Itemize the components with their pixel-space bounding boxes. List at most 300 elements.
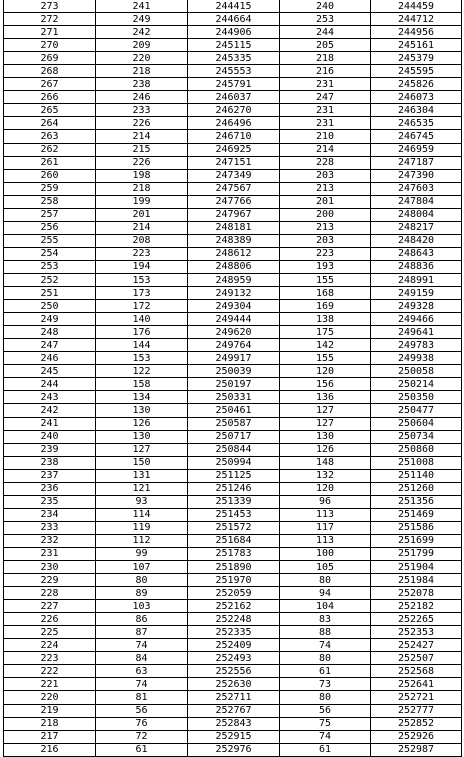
table-row — [4, 639, 462, 652]
table-row — [4, 495, 462, 508]
count-b-cell: 120 — [280, 365, 371, 378]
score-cell: 217 — [4, 730, 96, 743]
cumulative-b-cell: 251356 — [371, 495, 462, 508]
cumulative-b-cell: 252265 — [371, 613, 462, 626]
score-cell: 230 — [4, 561, 96, 574]
count-a-cell: 218 — [96, 182, 188, 195]
cumulative-b-cell: 249328 — [371, 300, 462, 313]
table-row — [4, 691, 462, 704]
count-b-cell: 113 — [280, 534, 371, 547]
score-cell: 251 — [4, 287, 96, 300]
count-a-cell: 246 — [96, 91, 188, 104]
table-row — [4, 678, 462, 691]
cumulative-a-cell: 247349 — [188, 169, 280, 182]
table-row — [4, 65, 462, 78]
count-a-cell: 218 — [96, 65, 188, 78]
cumulative-a-cell: 249764 — [188, 339, 280, 352]
score-cell: 262 — [4, 143, 96, 156]
score-cell: 267 — [4, 78, 96, 91]
count-b-cell: 213 — [280, 221, 371, 234]
cumulative-b-cell: 245379 — [371, 52, 462, 65]
cumulative-a-cell: 250844 — [188, 443, 280, 456]
count-a-cell: 86 — [96, 613, 188, 626]
count-b-cell: 216 — [280, 65, 371, 78]
cumulative-a-cell: 247967 — [188, 208, 280, 221]
cumulative-a-cell: 245791 — [188, 78, 280, 91]
cumulative-b-cell: 247603 — [371, 182, 462, 195]
table-row — [4, 730, 462, 743]
count-b-cell: 244 — [280, 26, 371, 39]
count-a-cell: 238 — [96, 78, 188, 91]
cumulative-b-cell: 250604 — [371, 417, 462, 430]
cumulative-a-cell: 248959 — [188, 273, 280, 286]
count-a-cell: 99 — [96, 547, 188, 560]
cumulative-b-cell: 251799 — [371, 547, 462, 560]
cumulative-b-cell: 245161 — [371, 39, 462, 52]
table-row — [4, 743, 462, 756]
table-row — [4, 104, 462, 117]
count-a-cell: 84 — [96, 652, 188, 665]
cumulative-b-cell: 252721 — [371, 691, 462, 704]
table-row — [4, 91, 462, 104]
count-b-cell: 247 — [280, 91, 371, 104]
cumulative-a-cell: 250717 — [188, 430, 280, 443]
count-a-cell: 87 — [96, 626, 188, 639]
score-cell: 222 — [4, 665, 96, 678]
cumulative-a-cell: 246037 — [188, 91, 280, 104]
score-cell: 225 — [4, 626, 96, 639]
cumulative-b-cell: 246073 — [371, 91, 462, 104]
count-b-cell: 205 — [280, 39, 371, 52]
count-a-cell: 226 — [96, 156, 188, 169]
count-b-cell: 132 — [280, 469, 371, 482]
table-row — [4, 430, 462, 443]
cumulative-a-cell: 251339 — [188, 495, 280, 508]
count-b-cell: 83 — [280, 613, 371, 626]
count-b-cell: 127 — [280, 417, 371, 430]
table-row — [4, 326, 462, 339]
count-b-cell: 231 — [280, 104, 371, 117]
cumulative-b-cell: 251260 — [371, 482, 462, 495]
cumulative-b-cell: 252777 — [371, 704, 462, 717]
table-row — [4, 417, 462, 430]
cumulative-b-cell: 245826 — [371, 78, 462, 91]
table-row — [4, 391, 462, 404]
score-cell: 221 — [4, 678, 96, 691]
count-b-cell: 94 — [280, 587, 371, 600]
count-b-cell: 73 — [280, 678, 371, 691]
count-a-cell: 153 — [96, 273, 188, 286]
count-b-cell: 240 — [280, 0, 371, 13]
count-a-cell: 153 — [96, 352, 188, 365]
score-table-body — [4, 0, 462, 756]
cumulative-a-cell: 252409 — [188, 639, 280, 652]
count-b-cell: 61 — [280, 665, 371, 678]
score-cell: 257 — [4, 208, 96, 221]
count-a-cell: 214 — [96, 130, 188, 143]
cumulative-a-cell: 251453 — [188, 508, 280, 521]
cumulative-a-cell: 251783 — [188, 547, 280, 560]
count-b-cell: 127 — [280, 404, 371, 417]
count-b-cell: 117 — [280, 521, 371, 534]
table-row — [4, 247, 462, 260]
cumulative-b-cell: 248991 — [371, 273, 462, 286]
score-cell: 254 — [4, 247, 96, 260]
cumulative-a-cell: 251246 — [188, 482, 280, 495]
score-cell: 253 — [4, 260, 96, 273]
cumulative-b-cell: 244712 — [371, 13, 462, 26]
table-row — [4, 13, 462, 26]
count-a-cell: 121 — [96, 482, 188, 495]
count-a-cell: 76 — [96, 717, 188, 730]
score-cell: 245 — [4, 365, 96, 378]
table-row — [4, 339, 462, 352]
count-a-cell: 173 — [96, 287, 188, 300]
table-row — [4, 561, 462, 574]
score-cell: 264 — [4, 117, 96, 130]
table-row — [4, 313, 462, 326]
cumulative-a-cell: 251684 — [188, 534, 280, 547]
count-b-cell: 80 — [280, 652, 371, 665]
score-cell: 250 — [4, 300, 96, 313]
score-cell: 226 — [4, 613, 96, 626]
count-b-cell: 113 — [280, 508, 371, 521]
table-row — [4, 78, 462, 91]
cumulative-a-cell: 248612 — [188, 247, 280, 260]
count-a-cell: 233 — [96, 104, 188, 117]
cumulative-b-cell: 252182 — [371, 600, 462, 613]
score-cell: 249 — [4, 313, 96, 326]
count-b-cell: 75 — [280, 717, 371, 730]
cumulative-a-cell: 251890 — [188, 561, 280, 574]
cumulative-b-cell: 251008 — [371, 456, 462, 469]
score-cell: 234 — [4, 508, 96, 521]
score-cell: 218 — [4, 717, 96, 730]
cumulative-b-cell: 250058 — [371, 365, 462, 378]
cumulative-a-cell: 252493 — [188, 652, 280, 665]
table-row — [4, 456, 462, 469]
score-cell: 236 — [4, 482, 96, 495]
cumulative-b-cell: 250734 — [371, 430, 462, 443]
cumulative-b-cell: 249783 — [371, 339, 462, 352]
count-b-cell: 169 — [280, 300, 371, 313]
count-b-cell: 136 — [280, 391, 371, 404]
cumulative-a-cell: 252767 — [188, 704, 280, 717]
cumulative-a-cell: 246925 — [188, 143, 280, 156]
count-a-cell: 176 — [96, 326, 188, 339]
cumulative-a-cell: 248389 — [188, 234, 280, 247]
count-a-cell: 134 — [96, 391, 188, 404]
cumulative-a-cell: 252976 — [188, 743, 280, 756]
table-row — [4, 613, 462, 626]
cumulative-b-cell: 251984 — [371, 574, 462, 587]
cumulative-b-cell: 252568 — [371, 665, 462, 678]
cumulative-b-cell: 248420 — [371, 234, 462, 247]
count-a-cell: 194 — [96, 260, 188, 273]
cumulative-b-cell: 250214 — [371, 378, 462, 391]
cumulative-b-cell: 252427 — [371, 639, 462, 652]
cumulative-a-cell: 245553 — [188, 65, 280, 78]
score-cell: 272 — [4, 13, 96, 26]
table-row — [4, 365, 462, 378]
cumulative-a-cell: 252915 — [188, 730, 280, 743]
count-b-cell: 231 — [280, 117, 371, 130]
cumulative-b-cell: 249466 — [371, 313, 462, 326]
cumulative-b-cell: 252078 — [371, 587, 462, 600]
table-row — [4, 600, 462, 613]
count-b-cell: 80 — [280, 691, 371, 704]
score-cell: 247 — [4, 339, 96, 352]
count-b-cell: 200 — [280, 208, 371, 221]
table-row — [4, 273, 462, 286]
count-b-cell: 213 — [280, 182, 371, 195]
count-b-cell: 223 — [280, 247, 371, 260]
score-cell: 256 — [4, 221, 96, 234]
table-row — [4, 52, 462, 65]
table-row — [4, 547, 462, 560]
score-cell: 227 — [4, 600, 96, 613]
count-b-cell: 214 — [280, 143, 371, 156]
count-b-cell: 203 — [280, 169, 371, 182]
cumulative-b-cell: 251469 — [371, 508, 462, 521]
table-row — [4, 482, 462, 495]
count-b-cell: 210 — [280, 130, 371, 143]
score-cell: 238 — [4, 456, 96, 469]
table-row — [4, 169, 462, 182]
cumulative-a-cell: 245335 — [188, 52, 280, 65]
count-a-cell: 127 — [96, 443, 188, 456]
cumulative-a-cell: 247567 — [188, 182, 280, 195]
table-row — [4, 574, 462, 587]
count-b-cell: 228 — [280, 156, 371, 169]
table-row — [4, 469, 462, 482]
cumulative-b-cell: 248836 — [371, 260, 462, 273]
table-row — [4, 352, 462, 365]
cumulative-b-cell: 252852 — [371, 717, 462, 730]
cumulative-b-cell: 252641 — [371, 678, 462, 691]
table-row — [4, 260, 462, 273]
cumulative-a-cell: 251572 — [188, 521, 280, 534]
count-a-cell: 198 — [96, 169, 188, 182]
count-a-cell: 220 — [96, 52, 188, 65]
cumulative-b-cell: 245595 — [371, 65, 462, 78]
count-a-cell: 215 — [96, 143, 188, 156]
cumulative-a-cell: 250461 — [188, 404, 280, 417]
cumulative-a-cell: 250039 — [188, 365, 280, 378]
count-a-cell: 72 — [96, 730, 188, 743]
count-b-cell: 156 — [280, 378, 371, 391]
cumulative-b-cell: 252507 — [371, 652, 462, 665]
count-a-cell: 172 — [96, 300, 188, 313]
table-row — [4, 443, 462, 456]
cumulative-a-cell: 249444 — [188, 313, 280, 326]
score-table — [3, 0, 462, 757]
count-a-cell: 226 — [96, 117, 188, 130]
cumulative-a-cell: 252711 — [188, 691, 280, 704]
cumulative-a-cell: 250197 — [188, 378, 280, 391]
score-cell: 233 — [4, 521, 96, 534]
score-cell: 240 — [4, 430, 96, 443]
count-b-cell: 175 — [280, 326, 371, 339]
cumulative-a-cell: 252843 — [188, 717, 280, 730]
cumulative-b-cell: 246959 — [371, 143, 462, 156]
cumulative-b-cell: 247187 — [371, 156, 462, 169]
count-b-cell: 142 — [280, 339, 371, 352]
cumulative-a-cell: 249304 — [188, 300, 280, 313]
count-b-cell: 61 — [280, 743, 371, 756]
score-cell: 239 — [4, 443, 96, 456]
score-cell: 269 — [4, 52, 96, 65]
count-a-cell: 89 — [96, 587, 188, 600]
table-row — [4, 300, 462, 313]
cumulative-a-cell: 247151 — [188, 156, 280, 169]
cumulative-b-cell: 252926 — [371, 730, 462, 743]
table-row — [4, 130, 462, 143]
score-cell: 237 — [4, 469, 96, 482]
count-a-cell: 119 — [96, 521, 188, 534]
count-a-cell: 74 — [96, 678, 188, 691]
cumulative-a-cell: 249132 — [188, 287, 280, 300]
cumulative-b-cell: 247390 — [371, 169, 462, 182]
count-b-cell: 120 — [280, 482, 371, 495]
count-a-cell: 74 — [96, 639, 188, 652]
count-a-cell: 144 — [96, 339, 188, 352]
score-cell: 273 — [4, 0, 96, 13]
cumulative-b-cell: 248004 — [371, 208, 462, 221]
count-a-cell: 150 — [96, 456, 188, 469]
count-a-cell: 103 — [96, 600, 188, 613]
count-b-cell: 126 — [280, 443, 371, 456]
count-b-cell: 105 — [280, 561, 371, 574]
cumulative-a-cell: 252059 — [188, 587, 280, 600]
table-row — [4, 26, 462, 39]
table-row — [4, 652, 462, 665]
cumulative-a-cell: 247766 — [188, 195, 280, 208]
table-row — [4, 404, 462, 417]
score-cell: 258 — [4, 195, 96, 208]
cumulative-a-cell: 252162 — [188, 600, 280, 613]
score-cell: 271 — [4, 26, 96, 39]
count-b-cell: 168 — [280, 287, 371, 300]
cumulative-b-cell: 252353 — [371, 626, 462, 639]
cumulative-a-cell: 252248 — [188, 613, 280, 626]
count-a-cell: 199 — [96, 195, 188, 208]
cumulative-a-cell: 251970 — [188, 574, 280, 587]
score-cell: 216 — [4, 743, 96, 756]
count-b-cell: 148 — [280, 456, 371, 469]
score-cell: 228 — [4, 587, 96, 600]
count-b-cell: 138 — [280, 313, 371, 326]
cumulative-a-cell: 244906 — [188, 26, 280, 39]
count-a-cell: 242 — [96, 26, 188, 39]
count-a-cell: 56 — [96, 704, 188, 717]
cumulative-a-cell: 248181 — [188, 221, 280, 234]
table-row — [4, 717, 462, 730]
score-cell: 220 — [4, 691, 96, 704]
table-row — [4, 195, 462, 208]
cumulative-b-cell: 249938 — [371, 352, 462, 365]
count-b-cell: 74 — [280, 730, 371, 743]
cumulative-a-cell: 246710 — [188, 130, 280, 143]
cumulative-a-cell: 248806 — [188, 260, 280, 273]
score-cell: 241 — [4, 417, 96, 430]
count-b-cell: 130 — [280, 430, 371, 443]
count-a-cell: 114 — [96, 508, 188, 521]
count-b-cell: 203 — [280, 234, 371, 247]
count-a-cell: 93 — [96, 495, 188, 508]
count-a-cell: 209 — [96, 39, 188, 52]
score-cell: 242 — [4, 404, 96, 417]
score-cell: 232 — [4, 534, 96, 547]
count-b-cell: 74 — [280, 639, 371, 652]
score-cell: 248 — [4, 326, 96, 339]
cumulative-b-cell: 249159 — [371, 287, 462, 300]
table-row — [4, 39, 462, 52]
count-a-cell: 130 — [96, 404, 188, 417]
table-row — [4, 117, 462, 130]
count-a-cell: 107 — [96, 561, 188, 574]
cumulative-b-cell: 250350 — [371, 391, 462, 404]
table-row — [4, 234, 462, 247]
cumulative-b-cell: 246304 — [371, 104, 462, 117]
count-b-cell: 218 — [280, 52, 371, 65]
count-b-cell: 96 — [280, 495, 371, 508]
table-row — [4, 521, 462, 534]
score-cell: 252 — [4, 273, 96, 286]
count-a-cell: 122 — [96, 365, 188, 378]
count-a-cell: 61 — [96, 743, 188, 756]
score-cell: 265 — [4, 104, 96, 117]
table-row — [4, 508, 462, 521]
table-row — [4, 704, 462, 717]
count-a-cell: 140 — [96, 313, 188, 326]
count-a-cell: 249 — [96, 13, 188, 26]
count-b-cell: 231 — [280, 78, 371, 91]
cumulative-b-cell: 246745 — [371, 130, 462, 143]
cumulative-b-cell: 248643 — [371, 247, 462, 260]
table-row — [4, 143, 462, 156]
table-row — [4, 626, 462, 639]
count-b-cell: 56 — [280, 704, 371, 717]
table-row — [4, 378, 462, 391]
cumulative-a-cell: 246270 — [188, 104, 280, 117]
score-cell: 268 — [4, 65, 96, 78]
cumulative-a-cell: 251125 — [188, 469, 280, 482]
cumulative-b-cell: 249641 — [371, 326, 462, 339]
score-cell: 255 — [4, 234, 96, 247]
score-cell: 263 — [4, 130, 96, 143]
table-row — [4, 0, 462, 13]
table-row — [4, 156, 462, 169]
cumulative-b-cell: 244956 — [371, 26, 462, 39]
score-cell: 266 — [4, 91, 96, 104]
count-b-cell: 193 — [280, 260, 371, 273]
table-row — [4, 182, 462, 195]
cumulative-a-cell: 249620 — [188, 326, 280, 339]
cumulative-a-cell: 244415 — [188, 0, 280, 13]
count-a-cell: 63 — [96, 665, 188, 678]
cumulative-a-cell: 250994 — [188, 456, 280, 469]
cumulative-b-cell: 250860 — [371, 443, 462, 456]
cumulative-b-cell: 251699 — [371, 534, 462, 547]
score-cell: 231 — [4, 547, 96, 560]
cumulative-b-cell: 248217 — [371, 221, 462, 234]
cumulative-a-cell: 252335 — [188, 626, 280, 639]
table-row — [4, 534, 462, 547]
score-cell: 219 — [4, 704, 96, 717]
cumulative-b-cell: 250477 — [371, 404, 462, 417]
count-b-cell: 80 — [280, 574, 371, 587]
